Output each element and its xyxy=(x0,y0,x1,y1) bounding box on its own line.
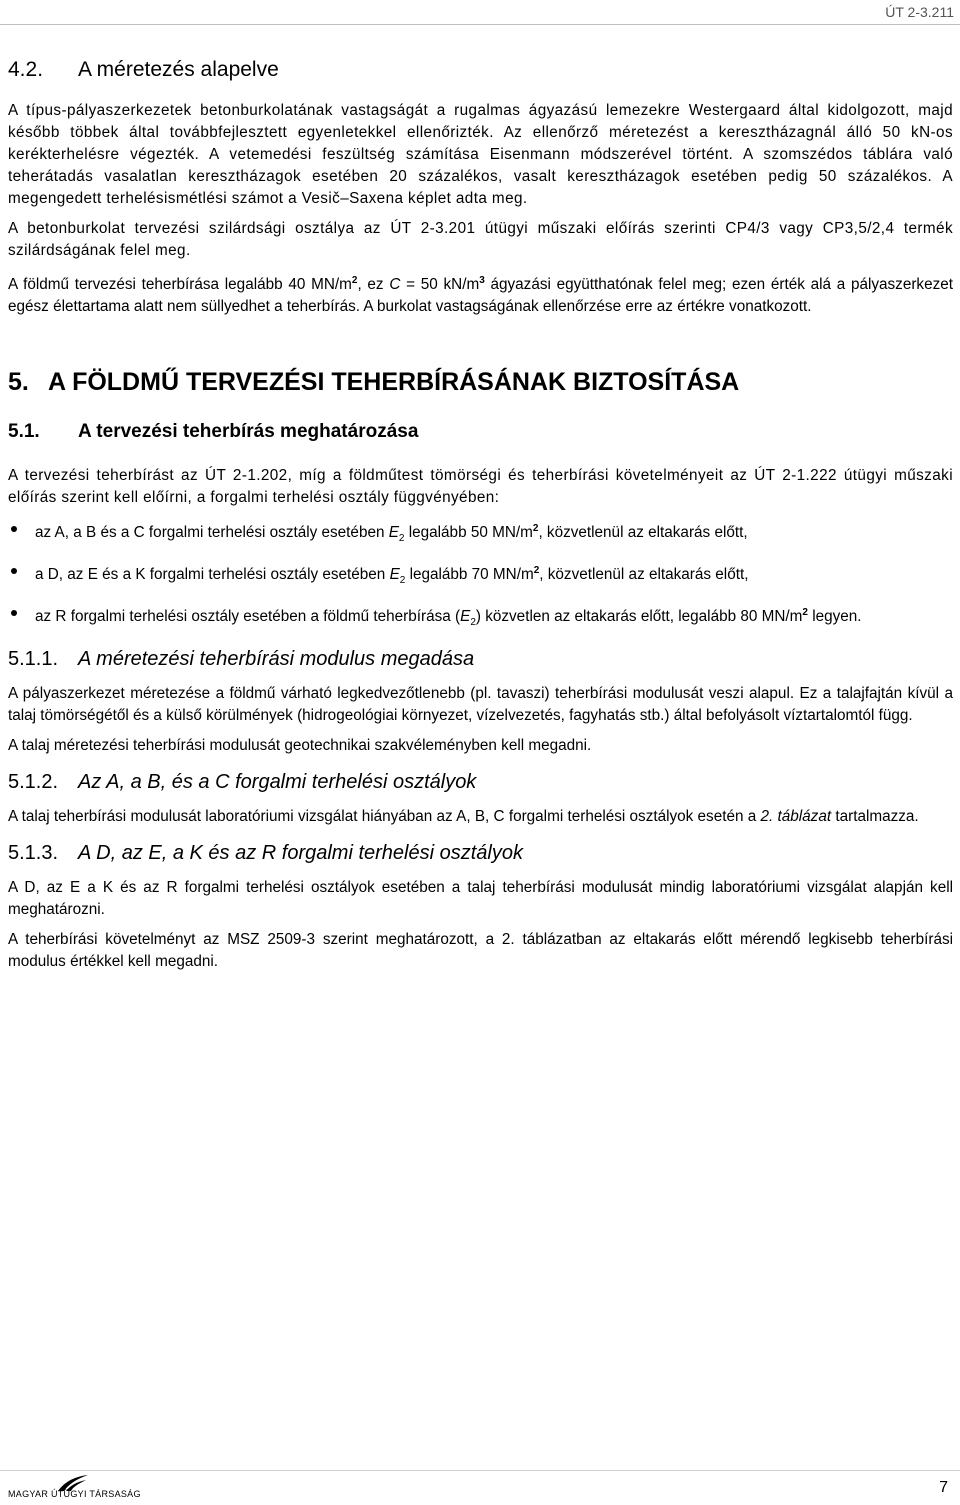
paragraph-concrete-strength: A betonburkolat tervezési szilárdsági osztálya az ÚT 2-3.201 útügyi műszaki előírás szerinti CP4/3 vagy CP3,5/2,4 termék szilárdságának felel meg. xyxy=(8,220,953,259)
section-number: 5.1.2. xyxy=(8,771,59,794)
section-title: A tervezési teherbírás meghatározása xyxy=(78,421,419,442)
paragraph-table-reference: A talaj teherbírási modulusát laboratóriumi vizsgálat hiányában az A, B, C forgalmi terhelési osztályok esetén a 2. táblázat tartalmazza. xyxy=(8,808,919,826)
section-number: 5.1.3. xyxy=(8,842,59,865)
section-title: A méretezési teherbírási modulus megadása xyxy=(78,648,475,671)
page-header xyxy=(0,0,960,25)
bullet-icon xyxy=(11,610,17,616)
bullet-icon xyxy=(11,568,17,574)
section-number: 5.1.1. xyxy=(8,648,59,671)
bullet-icon xyxy=(11,526,17,532)
page-content xyxy=(8,58,953,981)
list-item: az R forgalmi terhelési osztály esetében a földmű teherbírása $(E_2)$ közvetlen az eltakarás előtt, legalább 80 $MN/m^2$ legyen. xyxy=(8,601,953,634)
paragraph-geotechnical-opinion: A talaj méretezési teherbírási modulusát geotechnikai szakvéleményben kell megadni. xyxy=(8,737,592,755)
page-number: 7 xyxy=(939,1479,948,1496)
paragraph-subgrade-capacity: A földmű tervezési teherbírása legalább 40 $MN/m^2$, ez C = 50 $kN/m^3$ ágyazási együtthatónak felel meg; ezen érték alá a pályaszerkezet egész élettartama alatt nem süllyedhet a teherbírás. A burkolat vastagságának ellenőrzése erre az értékre vonatkozott. xyxy=(8,275,953,315)
section-5-1-heading xyxy=(8,421,953,443)
paragraph-design-capacity-intro: A tervezési teherbírást az ÚT 2-1.202, míg a földműtest tömörségi és teherbírási követelményeit az ÚT 2-1.222 útügyi műszaki előírás szerint kell előírni, a forgalmi terhelési osztály függvényében: xyxy=(8,467,953,506)
document-code: ÚT 2-3.211 xyxy=(885,4,954,20)
section-title: Az A, a B, és a C forgalmi terhelési osztályok xyxy=(78,771,477,794)
organization-name: MAGYAR ÚTÜGYI TÁRSASÁG xyxy=(8,1489,141,1499)
paragraph-westergaard: A típus-pályaszerkezetek betonburkolatának vastagságát a rugalmas ágyazású lemezekre Westergaard által kidolgozott, majd később többek által továbbfejlesztett egyenletekkel ellenőrizték. Az ellenőrző méretezést a keresztházagnál álló 50 kN-os kerékterhelésre végezték. A vetemedési feszültség számítása Eisenmann módszerével történt. A szomszédos táblára való teherátadás vasalatlan keresztházagok esetében 20 százalékos, vasalt keresztházagok esetében pedig 50 százalékos. A megengedett terhelésismétlési számot a Vesič–Saxena képlet adta meg. xyxy=(8,102,953,207)
section-number: 4.2. xyxy=(8,58,44,81)
section-number: 5.1. xyxy=(8,421,40,442)
section-title: A méretezés alapelve xyxy=(78,58,279,81)
section-4-2-heading xyxy=(8,58,953,82)
paragraph-laboratory-test: A D, az E a K és az R forgalmi terhelési osztályok esetében a talaj teherbírási modulusát mindig laboratóriumi vizsgálat alapján kell meghatározni. xyxy=(8,879,953,919)
section-5-1-1-heading xyxy=(8,648,953,671)
paragraph-modulus-basis: A pályaszerkezet méretezése a földmű várható legkedvezőtlenebb (pl. tavaszi) teherbírási modulusát veszi alapul. Ez a talajfajtán kívül a talaj tömörségétől és a külső körülmények (hidrogeológiai környezet, vízelvezetés, fagyhatás stb.) által befolyásolt víztartalomtól függ. xyxy=(8,685,953,725)
list-item: az A, a B és a C forgalmi terhelési osztály esetében $E_2$ legalább 50 $MN/m^2$, közvetlenül az eltakarás előtt, xyxy=(8,517,953,550)
page-footer xyxy=(0,1470,960,1505)
table-reference: 2. táblázat xyxy=(760,808,832,826)
list-item: a D, az E és a K forgalmi terhelési osztály esetében $E_2$ legalább 70 $MN/m^2$, közvetlenül az eltakarás előtt, xyxy=(8,559,953,592)
section-number: 5. xyxy=(8,368,29,396)
section-5-1-3-heading xyxy=(8,842,953,865)
section-title: A D, az E, a K és az R forgalmi terhelési osztályok xyxy=(78,842,523,865)
section-5-1-2-heading xyxy=(8,771,953,794)
bullet-list xyxy=(8,517,953,634)
section-5-heading xyxy=(8,368,953,397)
section-title: A FÖLDMŰ TERVEZÉSI TEHERBÍRÁSÁNAK BIZTOSÍTÁSA xyxy=(48,368,740,396)
paragraph-msz-requirement: A teherbírási követelményt az MSZ 2509-3 szerint meghatározott, a 2. táblázatban az eltakarás előtt mérendő legkisebb teherbírási modulus értékkel kell megadni. xyxy=(8,931,953,971)
